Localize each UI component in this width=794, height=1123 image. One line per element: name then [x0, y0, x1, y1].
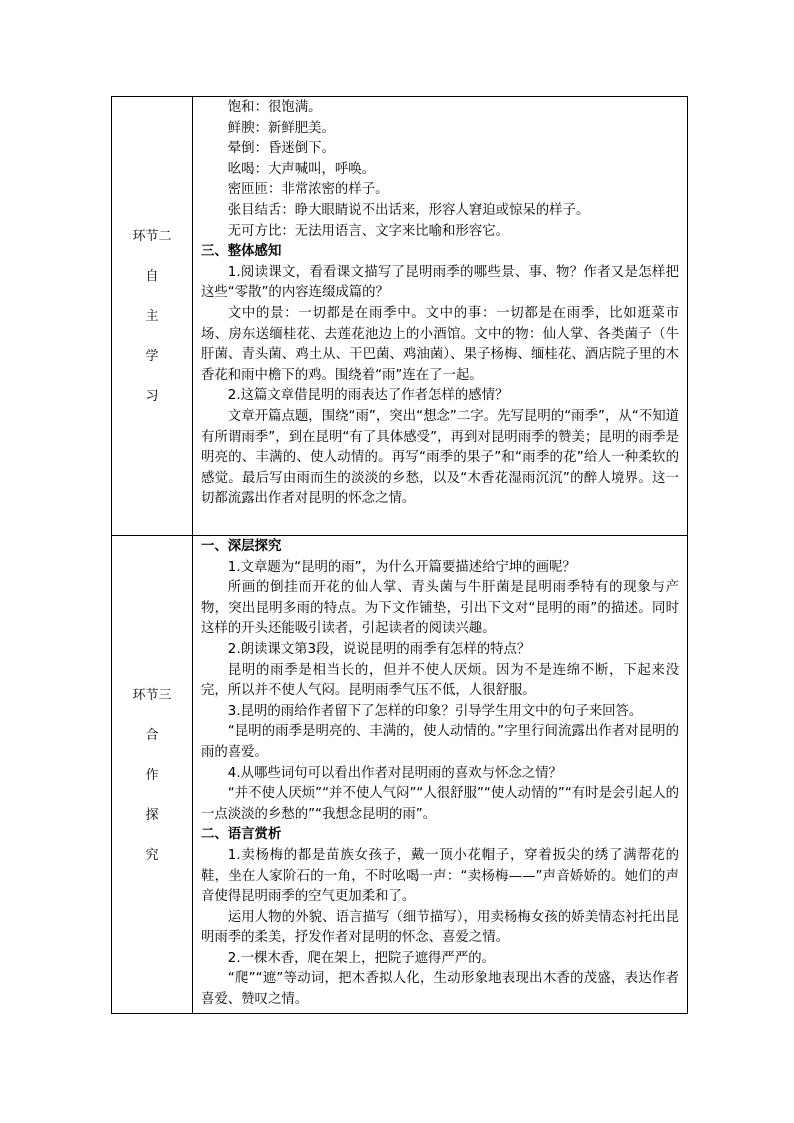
section-row-self-study	[112, 97, 688, 536]
question: 2.朗读课文第3段，说说昆明的雨季有怎样的特点？	[227, 641, 531, 657]
stage-label-cell	[112, 97, 193, 536]
stage-title: 环节三	[132, 687, 172, 703]
stage-label-cell	[112, 536, 193, 1014]
content-body	[193, 97, 687, 510]
stage-char: 作	[145, 767, 159, 783]
stage-char: 自	[145, 269, 159, 284]
answer: 运用人物的外貌、语言描写（细节描写），用卖杨梅女孩的娇美情态衬托出昆明雨季的柔美，抒发作者对昆明的怀念、喜爱之情。	[201, 909, 679, 946]
question: 2.一棵木香，爬在架上，把院子遮得严严的。	[227, 950, 495, 966]
question: 1.阅读课文，看看课文描写了昆明雨季的哪些景、事、物？作者又是怎样把这些“零散”的内容连缀成篇的？	[201, 264, 679, 301]
section-heading: 三、整体感知	[201, 244, 282, 260]
section-heading: 一、深层探究	[201, 539, 282, 554]
content-body	[193, 536, 687, 1011]
word-definition: 张目结舌：睁大眼睛说不出话来，形容人窘迫或惊呆的样子。	[227, 202, 590, 218]
question: 3.昆明的雨给作者留下了怎样的印象？引导学生用文中的句子来回答。	[227, 703, 643, 719]
word-definition: 鲜腴：新鲜肥美。	[227, 120, 335, 136]
word-definition: 晕倒：昏迷倒下。	[227, 141, 335, 157]
question: 2.这篇文章借昆明的雨表达了作者怎样的感情？	[227, 388, 509, 404]
answer: “爬”“遮”等动词，把木香拟人化，生动形象地表现出木香的茂盛，表达作者喜爱、赞叹之情。	[201, 971, 679, 1008]
answer: 所画的倒挂而开花的仙人掌、青头菌与牛肝菌是昆明雨季特有的现象与产物，突出昆明多雨的特点。为下文作铺垫，引出下文对“昆明的雨”的描述。同时这样的开头还能吸引读者，引起读者的阅读兴趣。	[201, 580, 679, 637]
stage-char: 习	[145, 389, 159, 404]
answer: 文章开篇点题，围绕“雨”，突出“想念”二字。先写昆明的“雨季”，从“不知道有所谓雨季”，到在昆明“有了具体感受”，再到对昆明雨季的赞美；昆明的雨季是明亮的、丰满的、使人动情的。再写“雨季的果子”和“雨季的花”给人一种柔软的感觉。最后写由雨而生的淡淡的乡愁，以及“木香花湿雨沉沉”的醉人境界。这一切都流露出作者对昆明的怀念之情。	[201, 408, 679, 507]
stage-char: 主	[145, 309, 159, 324]
stage-char: 合	[145, 727, 159, 743]
section-row-cooperative-inquiry	[112, 536, 688, 1014]
content-cell	[193, 536, 688, 1014]
stage-char: 学	[145, 349, 159, 364]
answer: 昆明的雨季是相当长的，但并不使人厌烦。因为不是连绵不断，下起来没完，所以并不使人气闷。昆明雨季气压不低，人很舒服。	[201, 662, 679, 699]
word-definition: 饱和：很饱满。	[227, 100, 322, 115]
question: 1.卖杨梅的都是苗族女孩子，戴一顶小花帽子，穿着扳尖的绣了满帮花的鞋，坐在人家阶石的一角，不时吆喝一声：“卖杨梅——”声音娇娇的。她们的声音使得昆明雨季的空气更加柔和了。	[201, 847, 679, 905]
answer: “并不使人厌烦”“并不使人气闷”“人很舒服”“使人动情的”“有时是会引起人的一点淡淡的乡愁的”“我想念昆明的雨”。	[201, 786, 679, 822]
word-definition: 吆喝：大声喊叫，呼唤。	[227, 161, 376, 177]
answer: 文中的景：一切都是在雨季中。文中的事：一切都是在雨季，比如逛菜市场、房东送缅桂花、去莲花池边上的小酒馆。文中的物：仙人掌、各类菌子（牛肝菌、青头菌、鸡土从、干巴菌、鸡油菌）、果子杨梅、缅桂花、酒店院子里的木香花和雨中檐下的鸡。围绕着“雨”连在了一起。	[201, 305, 679, 383]
lesson-plan-table	[111, 96, 688, 1014]
stage-title: 环节二	[132, 229, 172, 244]
content-cell	[193, 97, 688, 536]
stage-char: 究	[145, 847, 159, 863]
question: 1.文章题为“昆明的雨”，为什么开篇要描述给宁坤的画呢？	[227, 559, 576, 575]
word-definition: 密匝匝：非常浓密的样子。	[227, 182, 389, 198]
answer: “昆明的雨季是明亮的、丰满的，使人动情的。”字里行间流露出作者对昆明的雨的喜爱。	[201, 724, 679, 760]
stage-char: 探	[145, 807, 159, 823]
section-heading: 二、语言赏析	[201, 827, 282, 843]
question: 4.从哪些词句可以看出作者对昆明雨的喜欢与怀念之情？	[227, 765, 562, 781]
word-definition: 无可方比：无法用语言、文字来比喻和形容它。	[227, 223, 509, 239]
